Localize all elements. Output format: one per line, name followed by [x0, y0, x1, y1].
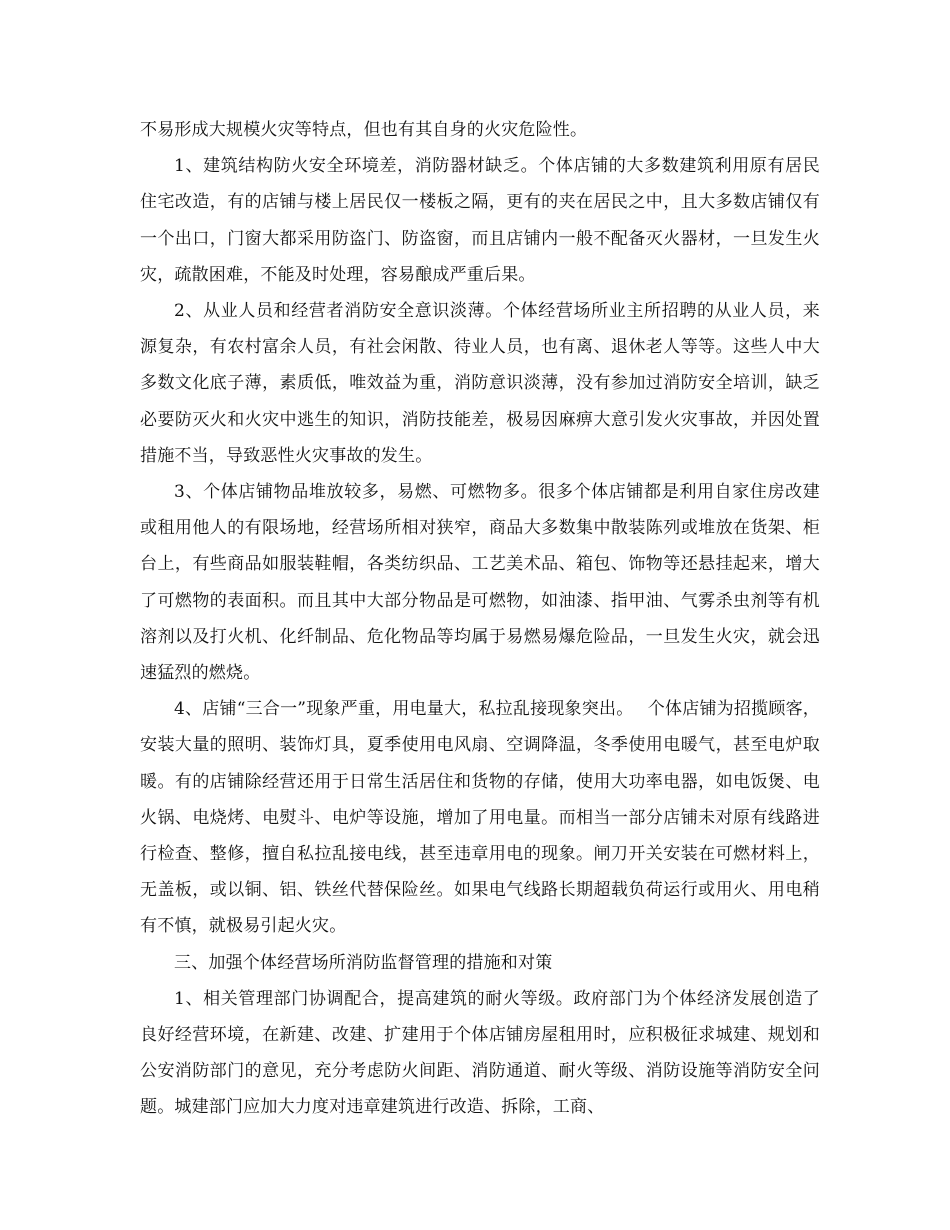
- paragraph-building-structure: 1、建筑结构防火安全环境差，消防器材缺乏。个体店铺的大多数建筑利用原有居民住宅改造，有的店铺与楼上居民仅一楼板之隔，更有的夹在居民之中，且大多数店铺仅有一个出口，门窗大都采用防盗门、防盗窗，而且店铺内一般不配备灭火器材，一旦发生火灾，疏散困难，不能及时处理，容易酿成严重后果。: [140, 156, 820, 285]
- paragraph-electricity-use: 4、店铺“三合一”现象严重，用电量大，私拉乱接现象突出。 个体店铺为招揽顾客，安装大量的照明、装饰灯具，夏季使用电风扇、空调降温，冬季使用电暖气，甚至电炉取暖。有的店铺除经营还用于日常生活居住和货物的存储，使用大功率电器，如电饭煲、电火锅、电烧烤、电熨斗、电炉等设施，增加了用电量。而相当一部分店铺未对原有线路进行检查、整修，擅自私拉乱接电线，甚至违章用电的现象。闸刀开关安装在可燃材料上，无盖板，或以铜、铝、铁丝代替保险丝。如果电气线路长期超载负荷运行或用火、用电稍有不慎，就极易引起火灾。: [140, 699, 820, 937]
- section-heading-measures: 三、加强个体经营场所消防监督管理的措施和对策: [174, 952, 553, 973]
- paragraph-department-coordination: 1、相关管理部门协调配合，提高建筑的耐火等级。政府部门为个体经济发展创造了良好经营环境，在新建、改建、扩建用于个体店铺房屋租用时，应积极征求城建、规划和公安消防部门的意见，充分考虑防火间距、消防通道、耐火等级、消防设施等消防安全问题。城建部门应加大力度对违章建筑进行改造、拆除，工商、: [140, 988, 820, 1118]
- document-body: [140, 112, 820, 1126]
- paragraph-continuation: 不易形成大规模火灾等特点，但也有其自身的火灾危险性。: [140, 120, 588, 140]
- paragraph-flammable-goods: 3、个体店铺物品堆放较多，易燃、可燃物多。很多个体店铺都是利用自家住房改建或租用他人的有限场地，经营场所相对狭窄，商品大多数集中散装陈列或堆放在货架、柜台上，有些商品如服装鞋帽，各类纺织品、工艺美术品、箱包、饰物等还悬挂起来，增大了可燃物的表面积。而且其中大部分物品是可燃物，如油漆、指甲油、气雾杀虫剂等有机溶剂以及打火机、化纤制品、危化物品等均属于易燃易爆危险品，一旦发生火灾，就会迅速猛烈的燃烧。: [140, 482, 820, 684]
- paragraph-staff-awareness: 2、从业人员和经营者消防安全意识淡薄。个体经营场所业主所招聘的从业人员，来源复杂，有农村富余人员，有社会闲散、待业人员，也有离、退休老人等等。这些人中大多数文化底子薄，素质低，唯效益为重，消防意识淡薄，没有参加过消防安全培训，缺乏必要防灭火和火灾中逃生的知识，消防技能差，极易因麻痹大意引发火灾事故，并因处置措施不当，导致恶性火灾事故的发生。: [140, 301, 820, 466]
